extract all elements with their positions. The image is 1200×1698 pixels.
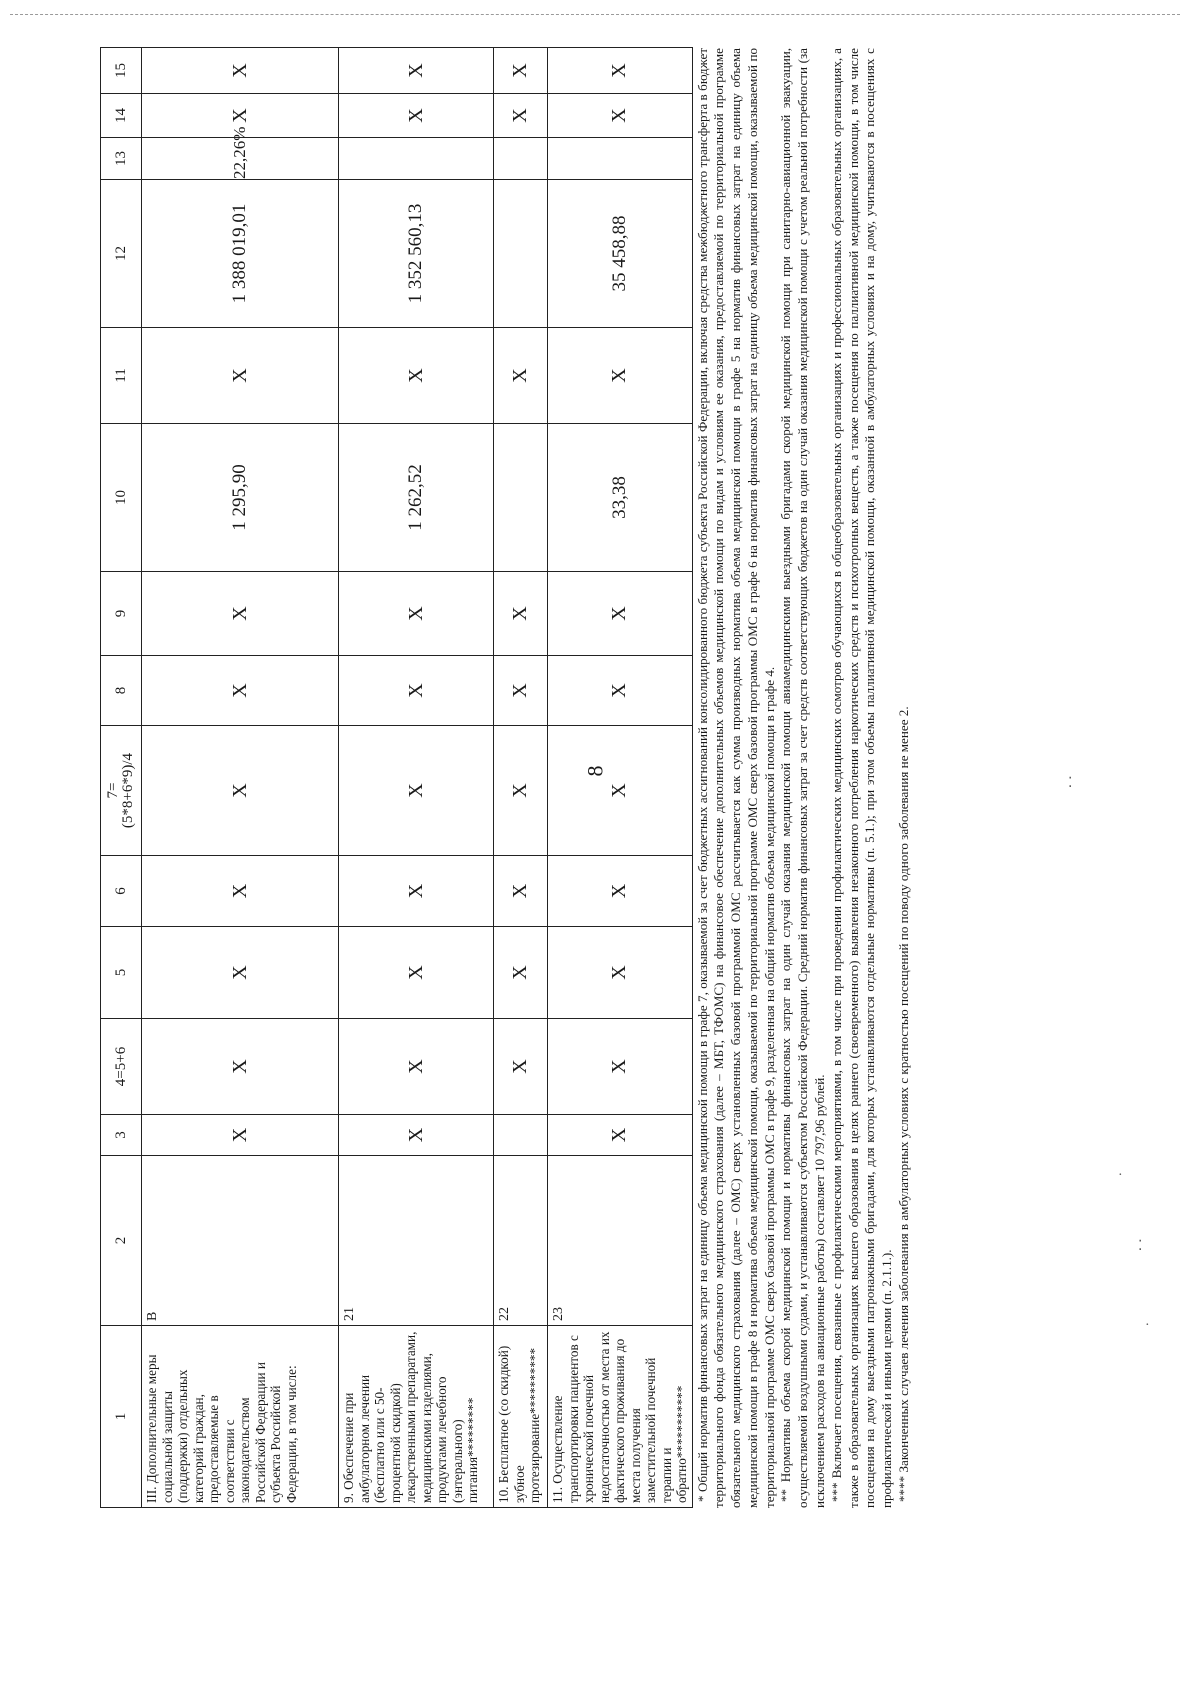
cell	[339, 138, 494, 180]
column-header: 4=5+6	[101, 1019, 142, 1115]
cell: X	[548, 1019, 693, 1115]
row-code: В	[142, 1156, 339, 1326]
cell: X	[494, 48, 548, 94]
column-header: 13	[101, 138, 142, 180]
cell: X	[548, 656, 693, 726]
row-name: 11. Осуществление транспортировки пациентов с хронической почечной недостаточностью от места их фактического проживания до места получения заместительной почечной терапии и обратно***********	[548, 1326, 693, 1508]
cell	[494, 180, 548, 328]
column-header: 3	[101, 1115, 142, 1156]
cell: 1 295,90	[142, 424, 339, 572]
cell: X	[339, 856, 494, 927]
cell: X	[142, 726, 339, 856]
cell: X	[548, 927, 693, 1019]
cell	[494, 1115, 548, 1156]
page-number: 8	[582, 765, 608, 777]
row-name: III. Дополнительные меры социальной защиты (поддержки) отдельных категорий граждан, предоставляемые в соответствии с законодательством Российской Федерации и субъекта Российской Федерации, в том числе:	[142, 1326, 339, 1508]
column-header: 2	[101, 1156, 142, 1326]
footnotes	[695, 48, 913, 1508]
column-header: 9	[101, 572, 142, 656]
cell: X	[142, 94, 339, 138]
cell: X	[494, 656, 548, 726]
column-header: 1	[101, 1326, 142, 1508]
column-header: 12	[101, 180, 142, 328]
rotated-page-content	[100, 48, 1080, 1508]
scan-artifact: ·	[1118, 1168, 1123, 1183]
table-row	[339, 48, 494, 1508]
scan-artifact: ⁚	[1068, 776, 1073, 791]
table-row	[494, 48, 548, 1508]
cell: X	[494, 1019, 548, 1115]
cell: X	[548, 94, 693, 138]
cell: X	[548, 856, 693, 927]
cell: X	[548, 328, 693, 424]
cell: 22,26%	[142, 138, 339, 180]
cell: 33,38	[548, 424, 693, 572]
row-code: 23	[548, 1156, 693, 1326]
cell: X	[142, 927, 339, 1019]
column-header: 8	[101, 656, 142, 726]
column-header: 15	[101, 48, 142, 94]
row-code: 21	[339, 1156, 494, 1326]
cell: X	[142, 856, 339, 927]
header-row	[101, 48, 142, 1508]
column-header: 5	[101, 927, 142, 1019]
table-row	[142, 48, 339, 1508]
footnote: *** Включает посещения, связанные с профилактическими мероприятиями, в том числе при проведении профилактических медицинских осмотров обучающихся в общеобразовательных организациях и профессиональных образовательных организациях, а также в образовательных организациях высшего образования в целях раннего (своевременного) выявления незаконного потребления наркотических средств и психотропных веществ, а также посещения по паллиативной медицинской помощи, в том числе посещения на дому выездными патронажными бригадами, для которых устанавливаются отдельные нормативы (п. 5.1.); при этом объемы паллиативной медицинской помощи, оказанной в амбулаторных условиях и на дому, учитываются в посещениях с профилактической и иными целями (п. 2.1.1.).	[828, 48, 895, 1508]
cell: X	[142, 48, 339, 94]
cell: X	[339, 1019, 494, 1115]
column-header: 7= (5*8+6*9)/4	[101, 726, 142, 856]
cell: X	[142, 656, 339, 726]
cell: X	[339, 656, 494, 726]
footnote: ** Нормативы объема скорой медицинской помощи и нормативы финансовых затрат на один случай оказания медицинской помощи авиамедицинскими выездными бригадами скорой медицинской помощи при санитарно-авиационной эвакуации, осуществляемой воздушными судами, и устанавливаются субъектом Российской Федерации. Средний норматив финансовых затрат за счет средств соответствующих бюджетов на один случай оказания медицинской помощи с учетом реальной потребности (за исключением расходов на авиационные работы) составляет 10 797,96 рублей.	[778, 48, 828, 1508]
cell: X	[339, 1115, 494, 1156]
cell: X	[142, 572, 339, 656]
cell: X	[548, 48, 693, 94]
cell: X	[339, 726, 494, 856]
scan-edge-line	[10, 14, 1180, 15]
cell: X	[494, 328, 548, 424]
cell	[494, 138, 548, 180]
cell: X	[548, 572, 693, 656]
cell: X	[494, 94, 548, 138]
scan-artifact: ·	[1145, 1318, 1150, 1333]
cell: X	[494, 572, 548, 656]
row-name: 9. Обеспечение при амбулаторном лечении (бесплатно или с 50-процентной скидкой) лекарственными препаратами, медицинскими изделиями, продуктами лечебного (энтерального) питания*********	[339, 1326, 494, 1508]
table-row	[548, 48, 693, 1508]
norms-table	[100, 47, 693, 1508]
row-code: 22	[494, 1156, 548, 1326]
cell: X	[494, 726, 548, 856]
footnote: **** Законченных случаев лечения заболевания в амбулаторных условиях с кратностью посещений по поводу одного заболевания не менее 2.	[896, 706, 912, 1502]
cell: X	[339, 927, 494, 1019]
column-header: 11	[101, 328, 142, 424]
cell: X	[339, 328, 494, 424]
cell: 1 352 560,13	[339, 180, 494, 328]
cell: X	[548, 726, 693, 856]
footnote: * Общий норматив финансовых затрат на единицу объема медицинской помощи в графе 7, оказываемой за счет бюджетных ассигнований консолидированного бюджета субъекта Российской Федерации, включая средства межбюджетного трансферта в бюджет территориального фонда обязательного медицинского страхования (далее – МБТ, ТФОМС) на финансовое обеспечение дополнительных объемов медицинской помощи по видам и условиям ее оказания, предоставляемой по территориальной программе обязательного медицинского страхования (далее – ОМС) сверх установленных базовой программой ОМС рассчитывается как сумма производных норматива объема медицинской помощи в графе 5 на норматив финансовых затрат на единицу объема медицинской помощи в графе 8 и норматива объема медицинской помощи, оказываемой по территориальной программе ОМС сверх базовой программы ОМС в графе 6 на норматив финансовых затрат на единицу объема медицинской помощи, оказываемой по территориальной программе ОМС сверх базовой программы ОМС в графе 9, разделенная на общий норматив объема медицинской помощи в графе 4.	[694, 48, 777, 1508]
column-header: 6	[101, 856, 142, 927]
cell: 1 388 019,01	[142, 180, 339, 328]
cell: 1 262,52	[339, 424, 494, 572]
cell: X	[142, 1019, 339, 1115]
cell: X	[339, 572, 494, 656]
cell: 35 458,88	[548, 180, 693, 328]
cell	[494, 424, 548, 572]
cell: X	[339, 94, 494, 138]
cell: X	[142, 1115, 339, 1156]
scan-artifact: ⁚	[1138, 1239, 1143, 1254]
cell: X	[548, 1115, 693, 1156]
cell: X	[494, 856, 548, 927]
cell	[548, 138, 693, 180]
row-name: 10. Бесплатное (со скидкой) зубное протезирование**********	[494, 1326, 548, 1508]
cell: X	[142, 328, 339, 424]
column-header: 14	[101, 94, 142, 138]
column-header: 10	[101, 424, 142, 572]
cell: X	[494, 927, 548, 1019]
cell: X	[339, 48, 494, 94]
